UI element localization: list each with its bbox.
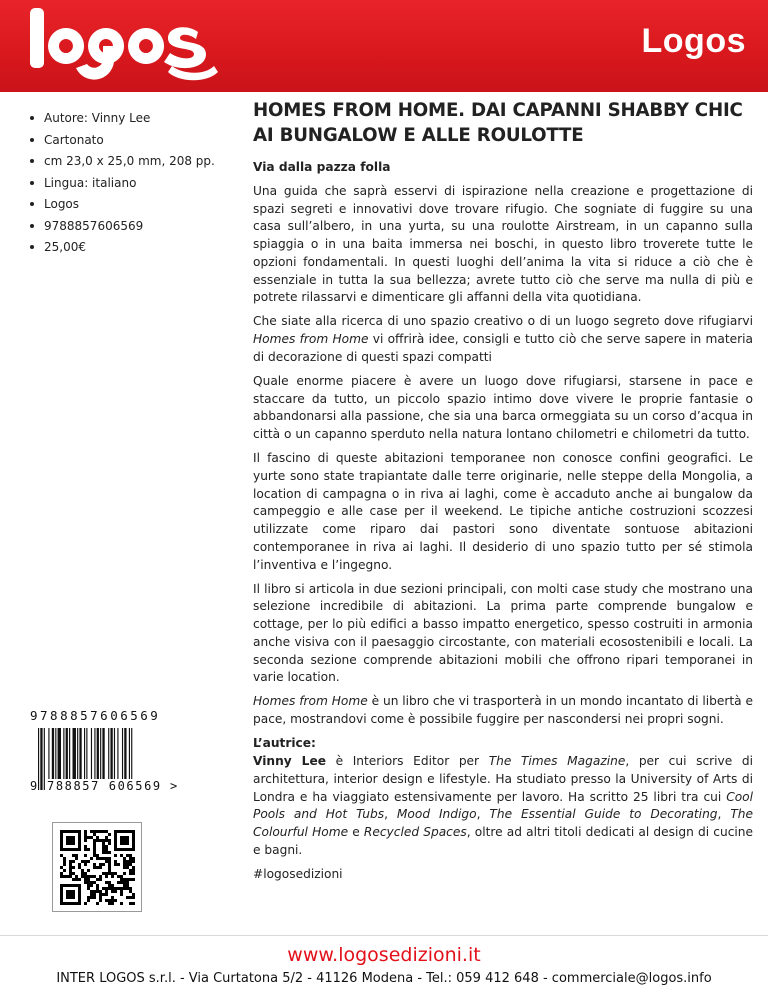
author-heading: L’autrice: bbox=[253, 736, 316, 751]
logos-logo bbox=[22, 6, 222, 84]
description-paragraph-2: Che siate alla ricerca di uno spazio creativo o di un luogo segreto dove rifugiarvi Homes from Home vi offrirà idee, consigli e tutto ciò che serve sapere in materia di decorazione di questi spazi compatti bbox=[253, 314, 753, 364]
barcode-bottom-digits: 788857 606569 bbox=[47, 779, 162, 793]
description-paragraph-5: Il libro si articola in due sezioni principali, con molti case study che mostrano una selezione incredibile di abitazioni. La prima parte comprende bungalow e cottage, per lo più edifici a basso impatto energetico, spesso costruiti in armonia anche visiva con il paesaggio circostante, con materiali ecosostenibili e locali. La seconda sezione comprende abitazioni mobili che offrono ripari temporanei in varie location. bbox=[253, 581, 753, 685]
header-banner bbox=[0, 0, 768, 92]
spec-language: Lingua: italiano bbox=[30, 175, 240, 197]
description-paragraph-6: Homes from Home è un libro che vi trasporterà in un mondo incantato di libertà e pace, mostrandovi come è possibile fuggire per nascondersi nei propri sogni. bbox=[253, 694, 753, 727]
spec-format: cm 23,0 x 25,0 mm, 208 pp. bbox=[30, 153, 240, 175]
spec-price: 25,00€ bbox=[30, 239, 240, 261]
spec-publisher: Logos bbox=[30, 196, 240, 218]
book-specs-list bbox=[30, 110, 240, 261]
qr-code-icon bbox=[60, 830, 135, 905]
company-contacts: INTER LOGOS s.r.l. - Via Curtatona 5/2 - 41126 Modena - Tel.: 059 412 648 - commerciale@logos.info bbox=[56, 971, 712, 986]
book-subtitle: Via dalla pazza folla bbox=[253, 160, 391, 174]
spec-author: Autore: Vinny Lee bbox=[30, 110, 240, 132]
spec-isbn: 9788857606569 bbox=[30, 218, 240, 240]
description-paragraph-4: Il fascino di queste abitazioni temporanee non conosce confini geografici. Le yurte sono state trapiantate dalle terre originarie, nelle steppe della Mongolia, a location di campagna o in riva ai laghi, come è accaduto anche ai bungalow da campeggio e alle case per il weekend. Le tipiche antiche costruzioni scozzesi utilizzate come riparo dai pastori sono diventate sontuose abitazioni contemporanee in riva ai laghi. Il desiderio di uno spazio tutto per sé stimola l’inventiva e l’ingegno. bbox=[253, 451, 753, 572]
isbn-barcode bbox=[30, 708, 180, 804]
spec-binding: Cartonato bbox=[30, 132, 240, 154]
description-paragraph-3: Quale enorme piacere è avere un luogo dove rifugiarsi, starsene in pace e staccare da tutto, un piccolo spazio intimo dove vivere le proprie fantasie o abbandonarsi alla passione, che sia una barca ormeggiata su un corso d’acqua in città o un capanno sperduto nella natura lontano chilometri e chilometri da tutto. bbox=[253, 374, 753, 442]
barcode-lead-digit: 9 bbox=[30, 779, 38, 793]
brand-name: Logos bbox=[641, 22, 746, 60]
book-description bbox=[253, 98, 753, 883]
barcode-arrow: > bbox=[170, 779, 178, 793]
author-bio: Vinny Lee è Interiors Editor per The Times Magazine, per cui scrive di architettura, interior design e lifestyle. Ha studiato presso la University of Arts di Londra e ha viaggiato estensivamente per lavoro. Ha scritto 25 libri tra cui Cool Pools and Hot Tubs, Mood Indigo, The Essential Guide to Decorating, The Colourful Home e Recycled Spaces, oltre ad altri titoli dedicati al design di cucine e bagni. bbox=[253, 754, 754, 857]
description-paragraph-1: Una guida che saprà esservi di ispirazione nella creazione e progettazione di spazi segreti e innovativi dove trovare rifugio. Che sogniate di fuggire su una casa sull’albero, in una yurta, su una roulotte Airstream, in un capanno sulla spiaggia o in una baita immersa nei boschi, in questo libro troverete tutte le opzioni fondamentali. In questi luoghi dell’anima la vita si riduce a ciò che è essenziale in tutta la sua bellezza; avrete tutto ciò che serve ma nulla di più e potrete rilassarvi e dimenticare gli affanni della vita quotidiana. bbox=[253, 184, 753, 305]
footer-divider bbox=[0, 935, 768, 936]
qr-code[interactable] bbox=[52, 822, 142, 912]
website-link[interactable]: www.logosedizioni.it bbox=[287, 944, 481, 966]
barcode-top-digits: 9788857606569 bbox=[30, 708, 161, 723]
book-title: HOMES FROM HOME. DAI CAPANNI SHABBY CHIC AI BUNGALOW E ALLE ROULOTTE bbox=[253, 100, 743, 146]
hashtag: #logosedizioni bbox=[253, 866, 343, 881]
